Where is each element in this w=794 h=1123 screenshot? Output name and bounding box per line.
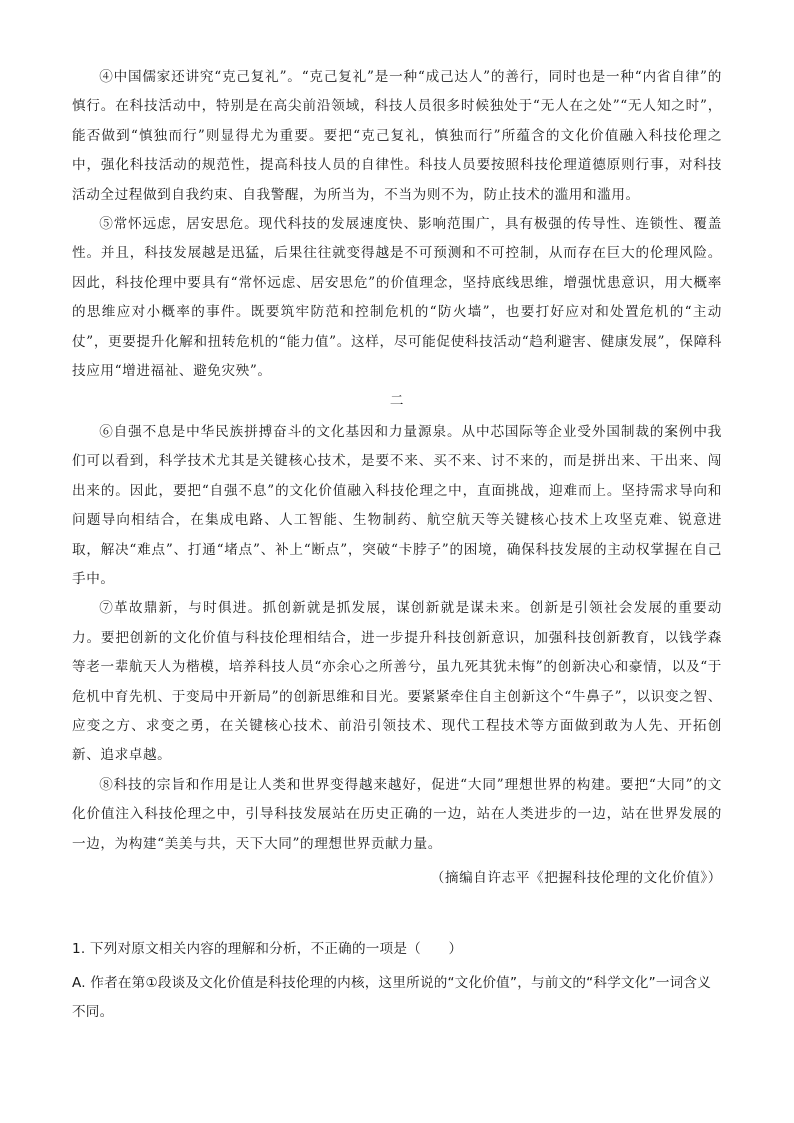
paragraph-4: ④中国儒家还讲究“克己复礼”。“克己复礼”是一种“成己达人”的善行，同时也是一种“内省自律”的慎行。在科技活动中，特别是在高尖前沿领域，科技人员很多时候独处于“无人在之处”“无人知之时”，能否做到“慎独而行”则显得尤为重要。要把“克己复礼，慎独而行”所蕴含的文化价值融入科技伦理之中，强化科技活动的规范性，提高科技人员的自律性。科技人员要按照科技伦理道德原则行事，对科技活动全过程做到自我约束、自我警醒，为所当为，不当为则不为，防止技术的滥用和滥用。 [72,69,722,203]
paragraph-8: ⑧科技的宗旨和作用是让人类和世界变得越来越好，促进“大同”理想世界的构建。要把“大同”的文化价值注入科技伦理之中，引导科技发展站在历史正确的一边，站在人类进步的一边，站在世界发展的一边，为构建“美美与共，天下大同”的理想世界贡献力量。 [72,776,722,852]
question-stem: 1. 下列对原文相关内容的理解和分析，不正确的一项是（ ） [72,941,463,957]
option-a: A. 作者在第①段谈及文化价值是科技伦理的内核，这里所说的“文化价值”，与前文的“科学文化”一词含义不同。 [72,975,711,1020]
paragraph-6: ⑥自强不息是中华民族拼搏奋斗的文化基因和力量源泉。从中芯国际等企业受外国制裁的案例中我们可以看到，科学技术尤其是关键核心技术，是要不来、买不来、讨不来的，而是拼出来、干出来、闯出来的。因此，要把“自强不息”的文化价值融入科技伦理之中，直面挑战，迎难而上。坚持需求导向和问题导向相结合，在集成电路、人工智能、生物制药、航空航天等关键核心技术上攻坚克难、锐意进取，解决“难点”、打通“堵点”、补上“断点”，突破“卡脖子”的困境，确保科技发展的主动权掌握在自己手中。 [72,423,722,587]
paragraph-5: ⑤常怀远虑，居安思危。现代科技的发展速度快、影响范围广，具有极强的传导性、连锁性、覆盖性。并且，科技发展越是迅猛，后果往往就变得越是不可预测和不可控制，从而存在巨大的伦理风险。因此，科技伦理中要具有“常怀远虑、居安思危”的价值理念，坚持底线思维，增强忧患意识，用大概率的思维应对小概率的事件。既要筑牢防范和控制危机的“防火墙”，也要打好应对和处置危机的“主动仗”，更要提升化解和扭转危机的“能力值”。这样，尽可能促使科技活动“趋利避害、健康发展”，保障科技应用“增进福祉、避免灾殃”。 [72,216,722,380]
article-body [72,63,722,893]
source-citation: （摘编自许志平《把握科技伦理的文化价值》） [430,869,722,886]
section-heading-two: 二 [389,393,405,410]
question-block [72,935,722,1027]
paragraph-7: ⑦革故鼎新，与时俱进。抓创新就是抓发展，谋创新就是谋未来。创新是引领社会发展的重要动力。要把创新的文化价值与科技伦理相结合，进一步提升科技创新意识，加强科技创新教育，以钱学森等老一辈航天人为楷模，培养科技人员“亦余心之所善兮，虽九死其犹未悔”的创新决心和豪情，以及“于危机中育先机、于变局中开新局”的创新思维和目光。要紧紧牵住自主创新这个“牛鼻子”，以识变之智、应变之方、求变之勇，在关键核心技术、前沿引领技术、现代工程技术等方面做到敢为人先、开拓创新、追求卓越。 [72,600,722,764]
